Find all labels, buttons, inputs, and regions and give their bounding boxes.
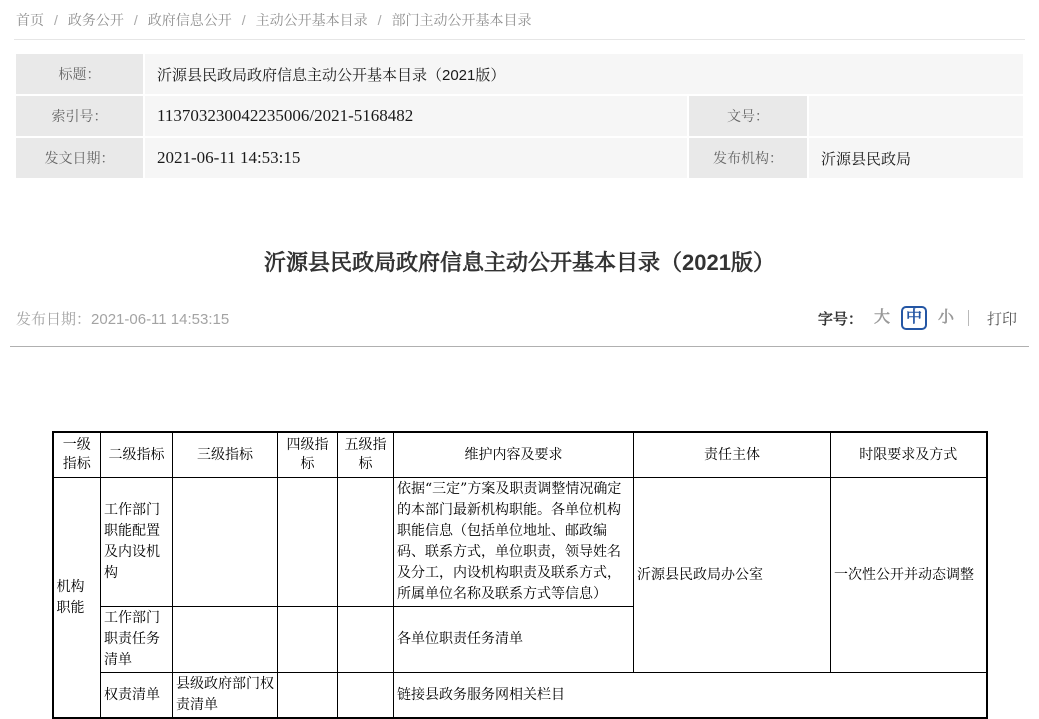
header-level5: 五级指标 (338, 432, 394, 478)
cell-level1-group: 机构职能 (53, 478, 101, 719)
cell-timing: 一次性公开并动态调整 (831, 478, 987, 673)
table-row (53, 478, 987, 607)
publish-date (16, 308, 229, 329)
meta-index-value: 113703230042235006/2021-5168482 (145, 96, 687, 136)
meta-date-value: 2021-06-11 14:53:15 (145, 138, 687, 178)
breadcrumb (0, 0, 1039, 39)
cell-content: 各单位职责任务清单 (394, 607, 634, 673)
document-meta-table (14, 52, 1025, 180)
meta-docnum-label: 文号： (689, 96, 807, 136)
breadcrumb-separator: / (377, 12, 382, 28)
catalog-header-row (53, 432, 987, 478)
breadcrumb-item-xinxi[interactable]: 政府信息公开 (147, 12, 232, 28)
breadcrumb-separator: / (241, 12, 246, 28)
font-size-controls (818, 306, 1023, 330)
breadcrumb-item-bumen-mulu[interactable]: 部门主动公开基本目录 (391, 12, 532, 28)
cell-level3: 县级政府部门权责清单 (173, 673, 278, 719)
publish-date-value: 2021-06-11 14:53:15 (91, 310, 230, 328)
breadcrumb-item-zhengwu[interactable]: 政务公开 (67, 12, 124, 28)
meta-title-value: 沂源县民政局政府信息主动公开基本目录（2021版） (145, 54, 1023, 94)
cell-level2: 工作部门职能配置及内设机构 (101, 478, 173, 607)
cell-level3-empty (173, 607, 278, 673)
header-level3: 三级指标 (173, 432, 278, 478)
cell-level4-empty (278, 607, 338, 673)
meta-date-label: 发文日期： (16, 138, 143, 178)
breadcrumb-item-home[interactable]: 首页 (16, 12, 44, 28)
meta-index-label: 索引号： (16, 96, 143, 136)
print-button[interactable]: 打印 (981, 307, 1023, 330)
font-size-label: 字号： (817, 310, 863, 328)
meta-agency-value: 沂源县民政局 (809, 138, 1023, 178)
meta-docnum-value (809, 96, 1023, 136)
meta-title-label: 标题： (16, 54, 143, 94)
meta-agency-label: 发布机构： (689, 138, 807, 178)
cell-content: 链接县政务服务网相关栏目 (394, 673, 987, 719)
cell-level2: 权责清单 (101, 673, 173, 719)
table-row (53, 673, 987, 719)
header-content: 维护内容及要求 (394, 432, 634, 478)
cell-level2: 工作部门职责任务清单 (101, 607, 173, 673)
catalog-table (52, 431, 988, 719)
cell-level5-empty (338, 673, 394, 719)
publish-row (16, 304, 1023, 332)
cell-level5-empty (338, 607, 394, 673)
meta-row-index (16, 96, 1023, 136)
breadcrumb-separator: / (54, 12, 58, 28)
header-level4: 四级指标 (278, 432, 338, 478)
font-size-small-button[interactable]: 小 (937, 309, 954, 326)
cell-level4-empty (278, 673, 338, 719)
font-size-large-button[interactable]: 大 (873, 309, 890, 326)
controls-divider (968, 310, 969, 326)
cell-level4-empty (278, 478, 338, 607)
cell-level5-empty (338, 478, 394, 607)
header-timing: 时限要求及方式 (831, 432, 987, 478)
breadcrumb-item-mulu[interactable]: 主动公开基本目录 (255, 12, 368, 28)
breadcrumb-separator: / (133, 12, 138, 28)
meta-row-date (16, 138, 1023, 178)
cell-content: 依据“三定”方案及职责调整情况确定的本部门最新机构职能。各单位机构职能信息（包括单位地址、邮政编码、联系方式，单位职责，领导姓名及分工，内设机构职责及联系方式，所属单位名称及联系方式等信息） (394, 478, 634, 607)
header-responsible: 责任主体 (634, 432, 831, 478)
font-size-medium-button[interactable]: 中 (901, 306, 927, 330)
cell-responsible: 沂源县民政局办公室 (634, 478, 831, 673)
header-level2: 二级指标 (101, 432, 173, 478)
page-title: 沂源县民政局政府信息主动公开基本目录（2021版） (264, 250, 775, 275)
breadcrumb-divider (14, 39, 1025, 40)
publish-date-label: 发布日期： (16, 310, 92, 328)
cell-level3-empty (173, 478, 278, 607)
title-divider (10, 346, 1029, 347)
meta-row-title (16, 54, 1023, 94)
header-level1: 一级指标 (53, 432, 101, 478)
